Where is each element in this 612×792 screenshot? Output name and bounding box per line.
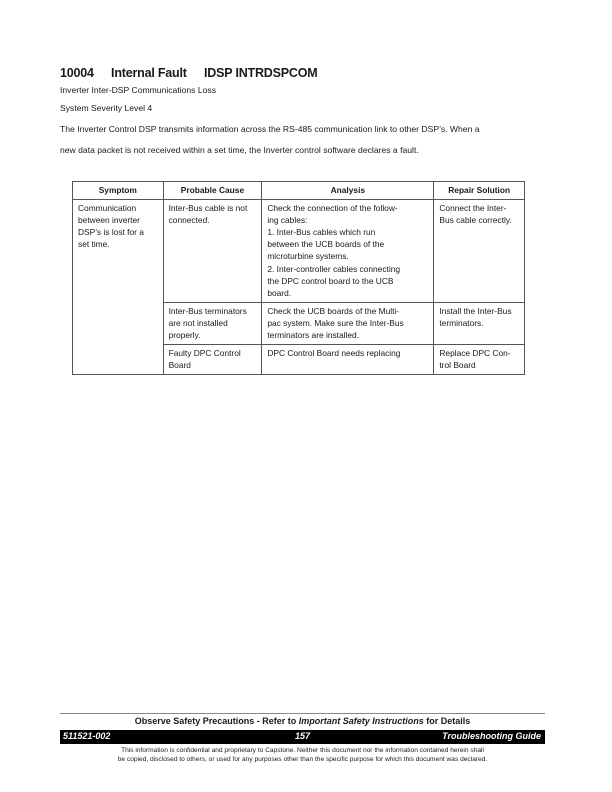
symptom-line: between inverter <box>78 215 140 226</box>
cause-cell <box>163 345 262 375</box>
repair-line: Install the Inter-Bus <box>439 305 512 316</box>
analysis-line: 1. Inter-Bus cables which run <box>267 227 376 238</box>
analysis-line: pac system. Make sure the Inter-Bus <box>267 317 404 328</box>
cause-cell <box>163 200 262 303</box>
header-symptom: Symptom <box>73 182 164 200</box>
analysis-cell <box>262 345 434 375</box>
symptom-line: set time. <box>78 239 110 250</box>
safety-notice-emphasis: Important Safety Instructions <box>298 716 424 726</box>
repair-cell <box>434 345 525 375</box>
cause-line: Inter-Bus terminators <box>168 305 247 316</box>
analysis-line: board. <box>267 287 292 298</box>
symptom-cell <box>73 200 164 375</box>
cause-cell <box>163 302 262 344</box>
analysis-line: 2. Inter-controller cables connecting <box>267 263 401 274</box>
cause-line: are not installed <box>168 317 228 328</box>
footer-divider <box>60 713 545 714</box>
fault-mnemonic: IDSP INTRDSPCOM <box>204 66 318 80</box>
safety-notice <box>60 716 545 726</box>
fault-name: Internal Fault <box>111 66 187 80</box>
analysis-line: between the UCB boards of the <box>267 239 385 250</box>
fault-description <box>60 119 540 161</box>
repair-cell <box>434 302 525 344</box>
analysis-cell <box>262 200 434 303</box>
fault-code: 10004 <box>60 66 94 80</box>
analysis-line: ing cables: <box>267 215 308 226</box>
analysis-line: the DPC control board to the UCB <box>267 275 394 286</box>
header-analysis: Analysis <box>262 182 434 200</box>
analysis-line: terminators are installed. <box>267 330 360 341</box>
cause-line: connected. <box>168 215 210 226</box>
guide-title: Troubleshooting Guide <box>442 731 541 741</box>
symptom-line: Communication <box>78 203 137 214</box>
fault-subtitle: Inverter Inter-DSP Communications Loss <box>60 85 217 95</box>
repair-line: Connect the Inter- <box>439 203 507 214</box>
header-repair-solution: Repair Solution <box>434 182 525 200</box>
analysis-line: Check the UCB boards of the Multi- <box>267 305 400 316</box>
analysis-cell <box>262 302 434 344</box>
repair-line: Bus cable correctly. <box>439 215 512 226</box>
table-row <box>73 200 525 303</box>
cause-line: Faulty DPC Control <box>168 348 241 359</box>
analysis-line: DPC Control Board needs replacing <box>267 348 401 359</box>
fault-heading <box>60 66 317 80</box>
confidentiality-line: be copied, disclosed to others, or used for any purposes other than the specific purpose for which this document was declared. <box>117 756 488 763</box>
safety-notice-suffix: for Details <box>423 716 471 726</box>
header-probable-cause: Probable Cause <box>163 182 262 200</box>
analysis-line: Check the connection of the follow- <box>267 203 398 214</box>
confidentiality-notice <box>60 746 545 764</box>
repair-line: Replace DPC Con- <box>439 348 511 359</box>
description-line: The Inverter Control DSP transmits information across the RS-485 communication link to other DSP’s. When a <box>60 124 480 134</box>
troubleshooting-table <box>72 181 525 375</box>
footer-bar <box>60 730 545 744</box>
cause-line: Inter-Bus cable is not <box>168 203 248 214</box>
table-header-row <box>73 182 525 200</box>
page-number: 157 <box>294 731 311 741</box>
confidentiality-line: This information is confidential and proprietary to Capstone. Neither this document nor the information contained herein shall <box>121 747 484 754</box>
repair-cell <box>434 200 525 303</box>
cause-line: Board <box>168 360 191 371</box>
safety-notice-prefix: Observe Safety Precautions - Refer to <box>134 716 299 726</box>
analysis-line: microturbine systems. <box>267 251 349 262</box>
description-line: new data packet is not received within a set time, the Inverter control software declares a fault. <box>60 145 419 155</box>
repair-line: terminators. <box>439 317 484 328</box>
repair-line: trol Board <box>439 360 476 371</box>
symptom-line: DSP’s is lost for a <box>78 227 144 238</box>
cause-line: properly. <box>168 330 201 341</box>
doc-number: 511521-002 <box>63 731 111 741</box>
severity-level: System Severity Level 4 <box>60 103 153 113</box>
